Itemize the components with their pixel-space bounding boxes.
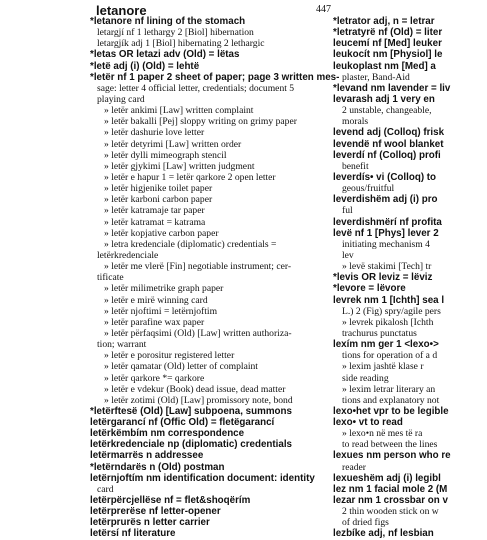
entry-line: leukocít nm [Physiol] le (333, 49, 443, 61)
entry-line: geous/fruitful (342, 183, 395, 195)
entry-line: » letër higjenike toilet paper (104, 183, 213, 195)
entry-line: tions for operation of a d (342, 350, 438, 362)
entry-line: lexueshëm adj (i) legibl (333, 472, 441, 484)
entry-line: lez nm 1 facial mole 2 (M (333, 483, 448, 495)
right-column (333, 16, 487, 540)
entry-line: letërkredenciale np (diplomatic) credentials (90, 439, 292, 451)
entry-line: » letër qamatar (Old) letter of complaint (104, 361, 258, 373)
entry-line: *levore = lëvore (333, 283, 406, 295)
entry-line: lexues nm person who re (333, 450, 451, 462)
entry-line: *letratyrë nf (Old) = liter (333, 27, 443, 39)
entry-line: » levrek pikalosh [Ichth (342, 316, 434, 328)
entry-line: » lexo•n në mes të ra (342, 428, 423, 440)
entry-line: letërgarancí nf (Offic Old) = fletëgarancí (90, 417, 275, 429)
entry-line: » letër e vdekur (Book) dead issue, dead matter (104, 383, 286, 395)
entry-line: tions and explanatory not (342, 394, 440, 406)
entry-line: letërprurës n letter carrier (90, 517, 210, 529)
entry-line: letargjík adj 1 [Biol] hibernating 2 lethargic (97, 38, 265, 50)
entry-line: letërnjoftím nm identification document: identity (90, 472, 315, 484)
entry-line: » letër përfaqsimi (Old) [Law] written authoriza- (104, 327, 292, 339)
entry-line: playing card (97, 93, 145, 105)
entry-line: letërsí nf literature (90, 528, 176, 540)
entry-line: » letër dashurie love letter (104, 127, 205, 139)
page-number: 447 (316, 4, 331, 15)
entry-line: » lexim jashtë klase r (342, 361, 424, 373)
entry-line: of dried figs (342, 517, 389, 529)
entry-line: » letër karboni carbon paper (104, 194, 213, 206)
entry-line: » letër bakalli [Pej] sloppy writing on grimy paper (104, 116, 297, 128)
entry-line: L.) 2 (Fig) spry/agile pers (342, 305, 441, 317)
entry-line: initiating mechanism 4 (342, 238, 430, 250)
entry-line: letërmarrës n addressee (90, 450, 204, 462)
entry-line: leverdishëm adj (i) pro (333, 194, 438, 206)
entry-line: lexo•het vpr to be legible (333, 405, 449, 417)
entry-line: side reading (342, 372, 389, 384)
entry-line: *levand nm lavender = liv (333, 82, 451, 94)
entry-line: levë nf 1 [Phys] lever 2 (333, 227, 439, 239)
entry-line: » letër kopjative carbon paper (104, 227, 219, 239)
entry-line: *letër nf 1 paper 2 sheet of paper; page 3 written mes- (90, 71, 340, 83)
entry-line: lexím nm ger 1 <lexo•> (333, 339, 439, 351)
entry-line: leverdí nf (Colloq) profi (333, 149, 441, 161)
entry-line: benefit (342, 160, 369, 172)
entry-line: leverdís• vi (Colloq) to (333, 171, 437, 183)
entry-line: *letas OR letazi adv (Old) = lëtas (90, 49, 240, 61)
entry-line: levarash adj 1 very en (333, 93, 435, 105)
entry-line: lezbíke adj, nf lesbian (333, 528, 434, 540)
entry-line: 2 unstable, changeable, (342, 105, 432, 117)
entry-line: *letërftesë (Old) [Law] subpoena, summons (90, 405, 292, 417)
entry-line: letërpërcjellëse nf = flet&shoqërím (90, 495, 251, 507)
entry-line: card (97, 483, 114, 495)
entry-line: lev (342, 249, 354, 261)
entry-line: leverdishmërí nf profita (333, 216, 442, 228)
entry-line: levendë nf wool blanket (333, 138, 444, 150)
entry-line: » letër e hapur 1 = letër qarkore 2 open letter (104, 171, 276, 183)
guide-word: letanore (96, 3, 147, 18)
entry-line: » letër ankimi [Law] written complaint (104, 105, 254, 117)
entry-line: plaster, Band-Aid (342, 71, 410, 83)
entry-line: *letanore nf lining of the stomach (90, 16, 246, 27)
entry-line: » letër me vlerë [Fin] negotiable instrument; cer- (104, 261, 292, 273)
entry-line: *levis OR leviz = lëviz (333, 272, 433, 284)
entry-line: *letë adj (i) (Old) = lehtë (90, 60, 200, 72)
entry-line: » letër e porositur registered letter (104, 350, 235, 362)
entry-line: *letërndarës n (Old) postman (90, 461, 225, 473)
entry-line: leucemí nf [Med] leuker (333, 38, 442, 50)
entry-line: morals (342, 116, 369, 128)
entry-line: lezar nm 1 crossbar on v (333, 495, 448, 507)
entry-line: » letër katramat = katrama (104, 216, 206, 228)
entry-line: to read between the lines (342, 439, 438, 451)
entry-line: » letër njoftimi = letërnjoftim (104, 305, 218, 317)
entry-line: » letër gjykimi [Law] written judgment (104, 160, 255, 172)
entry-line: sage: letter 4 official letter, credentials; document 5 (97, 82, 295, 94)
entry-line: 2 thin wooden stick on w (342, 506, 439, 518)
entry-line: » letër qarkore *= qarkore (104, 372, 205, 384)
entry-line: letërprerëse nf letter-opener (90, 506, 221, 518)
entry-line: tion; warrant (97, 339, 147, 351)
entry-line: » letër zotimi (Old) [Law] promissory note, bond (104, 394, 293, 406)
entry-line: » letër katramaje tar paper (104, 205, 205, 217)
entry-line: » letër dylli mimeograph stencil (104, 149, 227, 161)
entry-line: » letër milimetrike graph paper (104, 283, 224, 295)
entry-line: letargjí nf 1 lethargy 2 [Biol] hibernation (97, 27, 254, 39)
entry-line: » levë stakimi [Tech] tr (342, 261, 432, 273)
entry-line: reader (342, 461, 366, 473)
entry-line: tificate (97, 272, 124, 284)
entry-line: » letër e mirë winning card (104, 294, 208, 306)
entry-line: letërkredenciale (97, 249, 159, 261)
left-column (90, 16, 340, 540)
entry-line: levend adj (Colloq) frisk (333, 127, 445, 139)
entry-line: ful (342, 205, 353, 217)
entry-line: levrek nm 1 [Ichth] sea l (333, 294, 445, 306)
entry-line: » lexim letrar literary an (342, 383, 436, 395)
entry-line: » letër detyrimi [Law] written order (104, 138, 242, 150)
entry-line: » letra kredenciale (diplomatic) credentials = (104, 238, 277, 250)
entry-line: *letrator adj, n = letrar (333, 16, 435, 27)
entry-line: letërkëmbím nm correspondence (90, 428, 245, 440)
entry-line: » letër parafine wax paper (104, 316, 205, 328)
entry-line: trachurus punctatus (342, 327, 417, 339)
entry-line: lexo• vt to read (333, 417, 403, 429)
entry-line: leukoplast nm [Med] a (333, 60, 436, 72)
